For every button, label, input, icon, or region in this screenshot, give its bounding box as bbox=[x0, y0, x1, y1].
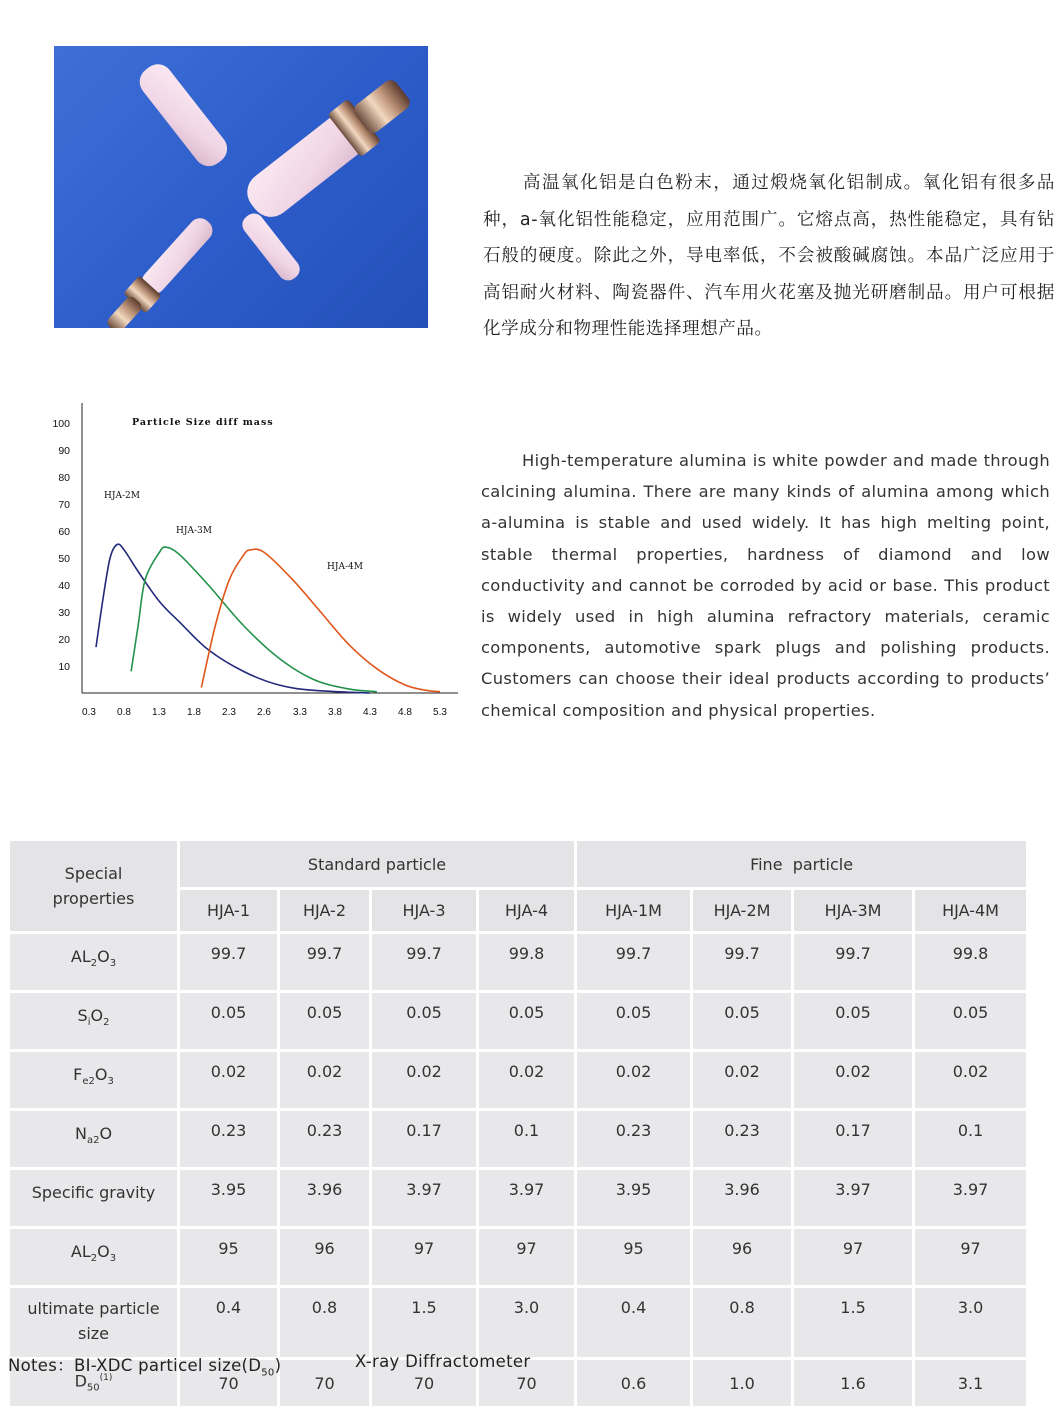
row-label: $S_iO_2$ bbox=[9, 992, 179, 1051]
x-tick-label: 5.3 bbox=[433, 707, 447, 718]
cell-hja-1m: 0.02 bbox=[576, 1051, 692, 1110]
cell-hja-2m: 1.0 bbox=[692, 1359, 793, 1408]
table-row bbox=[9, 1051, 1028, 1110]
product-photo bbox=[54, 46, 428, 328]
cell-hja-1m: 0.4 bbox=[576, 1287, 692, 1359]
cell-hja-3: 3.97 bbox=[371, 1169, 478, 1228]
cell-hja-3: 1.5 bbox=[371, 1287, 478, 1359]
cell-hja-3: 70 bbox=[371, 1359, 478, 1408]
y-tick-label: 90 bbox=[58, 445, 70, 457]
spark-plug-insulators-image bbox=[54, 46, 428, 328]
cell-hja-4: 70 bbox=[478, 1359, 576, 1408]
cell-hja-4m: 0.05 bbox=[914, 992, 1028, 1051]
cell-hja-3m: 0.05 bbox=[793, 992, 914, 1051]
row-label: $F_{e2}O_3$ bbox=[9, 1051, 179, 1110]
notes bbox=[8, 1352, 531, 1379]
x-tick-label: 0.8 bbox=[117, 707, 131, 718]
cell-hja-1m: 0.05 bbox=[576, 992, 692, 1051]
x-tick-label: 4.8 bbox=[398, 707, 412, 718]
grade-hja-4: HJA-4 bbox=[478, 889, 576, 933]
y-tick-label: 20 bbox=[58, 634, 70, 646]
x-tick-label: 1.8 bbox=[187, 707, 201, 718]
cell-hja-1: 3.95 bbox=[179, 1169, 279, 1228]
cell-hja-4m: 97 bbox=[914, 1228, 1028, 1287]
cell-hja-1: 70 bbox=[179, 1359, 279, 1408]
particle-size-chart bbox=[40, 398, 465, 728]
series-label-hja-4m: HJA-4M bbox=[327, 562, 363, 572]
cell-hja-2m: 0.8 bbox=[692, 1287, 793, 1359]
grade-hja-3m: HJA-3M bbox=[793, 889, 914, 933]
cell-hja-3m: 99.7 bbox=[793, 933, 914, 992]
cell-hja-3m: 1.5 bbox=[793, 1287, 914, 1359]
cell-hja-2m: 99.7 bbox=[692, 933, 793, 992]
x-tick-label: 2.6 bbox=[257, 707, 271, 718]
y-tick-label: 50 bbox=[58, 553, 70, 565]
cell-hja-4m: 3.0 bbox=[914, 1287, 1028, 1359]
grade-hja-2: HJA-2 bbox=[279, 889, 371, 933]
x-tick-label: 4.3 bbox=[363, 707, 377, 718]
cell-hja-1m: 99.7 bbox=[576, 933, 692, 992]
cell-hja-1m: 0.6 bbox=[576, 1359, 692, 1408]
cell-hja-3m: 0.17 bbox=[793, 1110, 914, 1169]
x-tick-label: 0.3 bbox=[82, 707, 96, 718]
cell-hja-4m: 3.1 bbox=[914, 1359, 1028, 1408]
table-row bbox=[9, 933, 1028, 992]
row-label: $N_{a2}O$ bbox=[9, 1110, 179, 1169]
table-row bbox=[9, 1110, 1028, 1169]
grade-hja-1: HJA-1 bbox=[179, 889, 279, 933]
notes-method: X-ray Diffractometer bbox=[355, 1352, 531, 1371]
chart-title: Particle Size diff mass bbox=[132, 417, 274, 428]
cell-hja-4: 0.1 bbox=[478, 1110, 576, 1169]
grade-hja-2m: HJA-2M bbox=[692, 889, 793, 933]
notes-sub: 50 bbox=[261, 1367, 275, 1379]
cell-hja-4: 99.8 bbox=[478, 933, 576, 992]
cell-hja-2: 3.96 bbox=[279, 1169, 371, 1228]
cell-hja-1: 99.7 bbox=[179, 933, 279, 992]
special-properties-header: Special properties bbox=[9, 840, 179, 933]
row-label: ultimate particle size bbox=[9, 1287, 179, 1359]
description-english: High-temperature alumina is white powder and made through calcining alumina. There are many kinds of alumina among which a-alumina is stable and used widely. It has high melting point, stable thermal properties, hardness of diamond and low conductivity and cannot be corroded by acid or base. This product is widely used in high alumina refractory materials, ceramic components, automotive spark plugs and polishing products. Customers can choose their ideal products according to products’ chemical composition and physical properties. bbox=[481, 451, 1050, 720]
cell-hja-4m: 0.02 bbox=[914, 1051, 1028, 1110]
x-tick-label: 3.8 bbox=[328, 707, 342, 718]
cell-hja-4: 97 bbox=[478, 1228, 576, 1287]
x-tick-label: 1.3 bbox=[152, 707, 166, 718]
cell-hja-4: 0.05 bbox=[478, 992, 576, 1051]
cell-hja-1: 95 bbox=[179, 1228, 279, 1287]
cell-hja-4m: 99.8 bbox=[914, 933, 1028, 992]
cell-hja-3: 0.05 bbox=[371, 992, 478, 1051]
series-line-hja-4m bbox=[201, 549, 440, 691]
cell-hja-4: 3.0 bbox=[478, 1287, 576, 1359]
y-tick-label: 40 bbox=[58, 580, 70, 592]
cell-hja-2m: 96 bbox=[692, 1228, 793, 1287]
notes-prefix: Notes：BI-XDC particel size(D bbox=[8, 1356, 262, 1375]
cell-hja-4m: 3.97 bbox=[914, 1169, 1028, 1228]
grade-hja-4m: HJA-4M bbox=[914, 889, 1028, 933]
cell-hja-2m: 0.05 bbox=[692, 992, 793, 1051]
x-tick-label: 3.3 bbox=[293, 707, 307, 718]
cell-hja-3: 0.02 bbox=[371, 1051, 478, 1110]
y-tick-label: 10 bbox=[58, 661, 70, 673]
cell-hja-2: 0.23 bbox=[279, 1110, 371, 1169]
cell-hja-1m: 95 bbox=[576, 1228, 692, 1287]
cell-hja-1: 0.05 bbox=[179, 992, 279, 1051]
cell-hja-2m: 0.23 bbox=[692, 1110, 793, 1169]
cell-hja-2: 99.7 bbox=[279, 933, 371, 992]
fine-particle-header: Fine particle bbox=[576, 840, 1028, 889]
cell-hja-4: 0.02 bbox=[478, 1051, 576, 1110]
y-tick-label: 100 bbox=[52, 418, 70, 430]
grade-hja-1m: HJA-1M bbox=[576, 889, 692, 933]
cell-hja-3m: 1.6 bbox=[793, 1359, 914, 1408]
cell-hja-1: 0.4 bbox=[179, 1287, 279, 1359]
row-label: $AL_2O_3$ bbox=[9, 933, 179, 992]
table-row bbox=[9, 1228, 1028, 1287]
y-tick-label: 70 bbox=[58, 499, 70, 511]
cell-hja-4m: 0.1 bbox=[914, 1110, 1028, 1169]
cell-hja-2: 70 bbox=[279, 1359, 371, 1408]
table-row bbox=[9, 1169, 1028, 1228]
cell-hja-3m: 0.02 bbox=[793, 1051, 914, 1110]
notes-suffix: ) bbox=[274, 1356, 282, 1375]
cell-hja-2: 0.05 bbox=[279, 992, 371, 1051]
cell-hja-1m: 0.23 bbox=[576, 1110, 692, 1169]
y-tick-label: 30 bbox=[58, 607, 70, 619]
cell-hja-1m: 3.95 bbox=[576, 1169, 692, 1228]
cell-hja-3: 0.17 bbox=[371, 1110, 478, 1169]
cell-hja-2m: 0.02 bbox=[692, 1051, 793, 1110]
cell-hja-3m: 3.97 bbox=[793, 1169, 914, 1228]
grade-hja-3: HJA-3 bbox=[371, 889, 478, 933]
y-tick-label: 60 bbox=[58, 526, 70, 538]
table-row bbox=[9, 1287, 1028, 1359]
row-label: $D_{50}^{(1)}$ bbox=[9, 1359, 179, 1408]
cell-hja-3: 97 bbox=[371, 1228, 478, 1287]
cell-hja-2m: 3.96 bbox=[692, 1169, 793, 1228]
series-label-hja-2m: HJA-2M bbox=[104, 491, 140, 501]
cell-hja-1: 0.02 bbox=[179, 1051, 279, 1110]
x-tick-label: 2.3 bbox=[222, 707, 236, 718]
cell-hja-1: 0.23 bbox=[179, 1110, 279, 1169]
cell-hja-2: 0.8 bbox=[279, 1287, 371, 1359]
cell-hja-3: 99.7 bbox=[371, 933, 478, 992]
specifications-table bbox=[7, 838, 1029, 1409]
cell-hja-2: 96 bbox=[279, 1228, 371, 1287]
standard-particle-header: Standard particle bbox=[179, 840, 576, 889]
cell-hja-4: 3.97 bbox=[478, 1169, 576, 1228]
cell-hja-3m: 97 bbox=[793, 1228, 914, 1287]
row-label: Specific gravity bbox=[9, 1169, 179, 1228]
description-chinese: 高温氧化铝是白色粉末，通过煅烧氧化铝制成。氧化铝有很多品种，a-氧化铝性能稳定，应用范围广。它熔点高，热性能稳定，具有钻石般的硬度。除此之外，导电率低，不会被酸碱腐蚀。本品广泛应用于高铝耐火材料、陶瓷器件、汽车用火花塞及抛光研磨制品。用户可根据化学成分和物理性能选择理想产品。 bbox=[483, 173, 1055, 339]
row-label: $AL_2O_3$ bbox=[9, 1228, 179, 1287]
y-tick-label: 80 bbox=[58, 472, 70, 484]
series-label-hja-3m: HJA-3M bbox=[176, 526, 212, 536]
table-row bbox=[9, 992, 1028, 1051]
cell-hja-2: 0.02 bbox=[279, 1051, 371, 1110]
